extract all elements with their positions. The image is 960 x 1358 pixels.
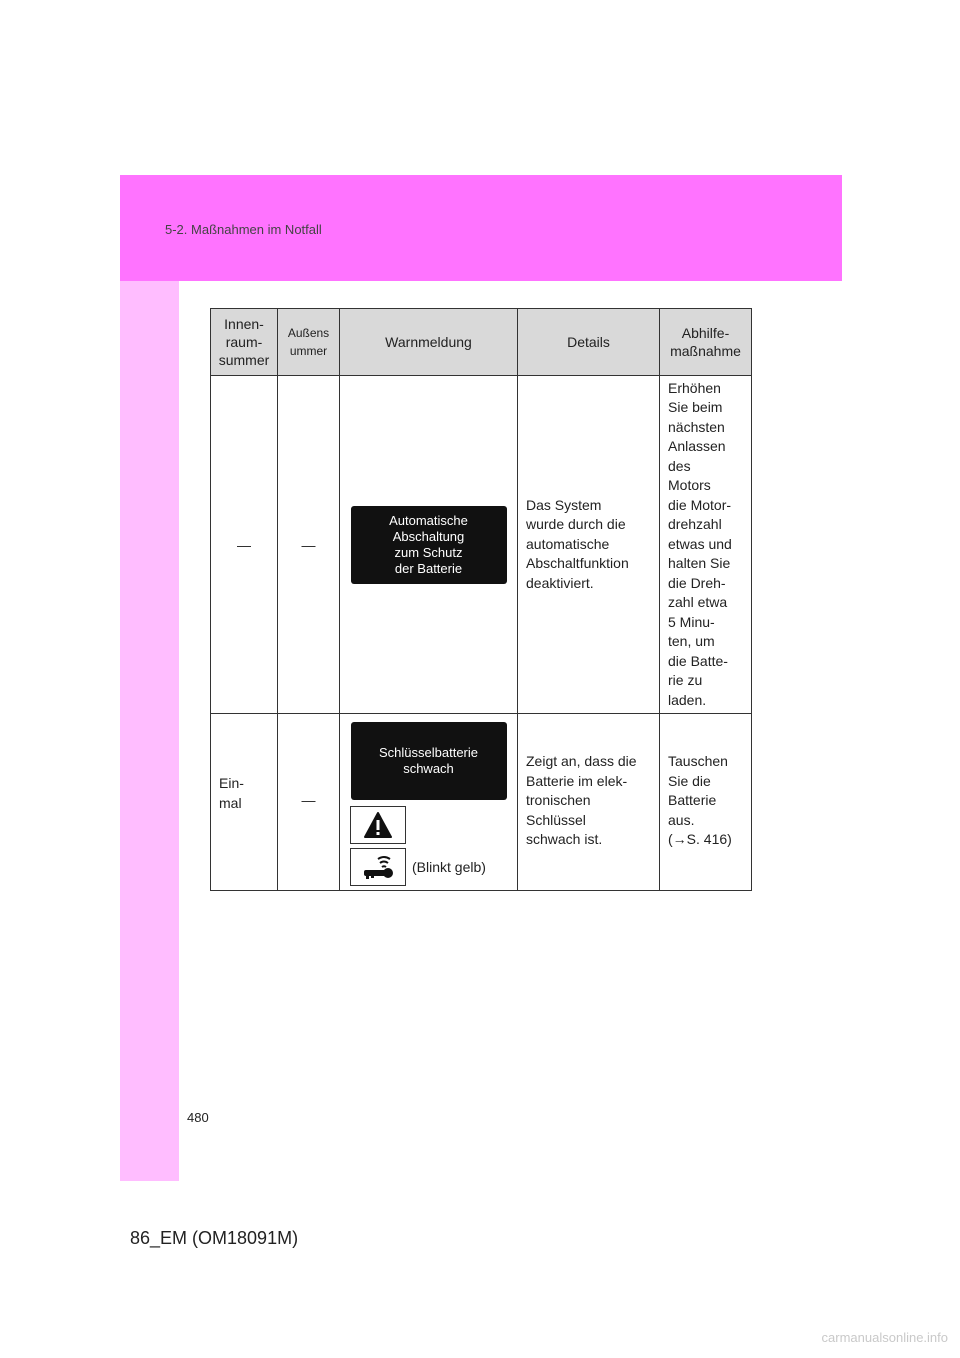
document-code: 86_EM (OM18091M) (130, 1228, 299, 1248)
table-header-row (211, 309, 752, 376)
watermark: carmanualsonline.info (821, 1330, 948, 1345)
remedy-cell: Erhöhen Sie beim nächsten Anlassen des Motors die Motor- drehzahl etwas und halten Sie die Dreh- zahl etwa 5 Minu- ten, um die Batte- rie zu laden. (660, 376, 752, 714)
col-details: Details (518, 309, 660, 376)
message-display-key-battery-low: Schlüsselbatterie schwach (351, 722, 507, 800)
exterior-buzzer-cell: — (278, 376, 340, 714)
details-cell: Das System wurde durch die automatische Abschaltfunktion deaktiviert. (518, 376, 660, 714)
warning-display-cell (340, 376, 518, 714)
warning-table (210, 308, 752, 891)
exterior-buzzer-cell: — (278, 714, 340, 891)
table-row (211, 714, 752, 891)
warning-display-cell (340, 714, 518, 891)
col-interior-buzzer: Innen- raum- summer (211, 309, 278, 376)
interior-buzzer-cell: — (211, 376, 278, 714)
table-row (211, 376, 752, 714)
blink-yellow-label: (Blinkt gelb) (412, 859, 486, 875)
section-title: 5-2. Maßnahmen im Notfall (165, 222, 322, 237)
col-exterior-buzzer: Außens ummer (278, 309, 340, 376)
message-display-auto-shutoff: Automatische Abschaltung zum Schutz der Batterie (351, 506, 507, 584)
details-cell: Zeigt an, dass die Batterie im elek- tronischen Schlüssel schwach ist. (518, 714, 660, 891)
page-number: 480 (187, 1110, 209, 1125)
col-warning-message: Warnmeldung (340, 309, 518, 376)
remedy-cell: Tauschen Sie die Batterie aus. (→S. 416) (660, 714, 752, 891)
key-battery-icon (350, 848, 406, 886)
interior-buzzer-cell: Ein- mal (211, 714, 278, 891)
side-band (120, 281, 179, 1181)
warning-triangle-icon (350, 806, 406, 844)
col-remedy: Abhilfe- maßnahme (660, 309, 752, 376)
